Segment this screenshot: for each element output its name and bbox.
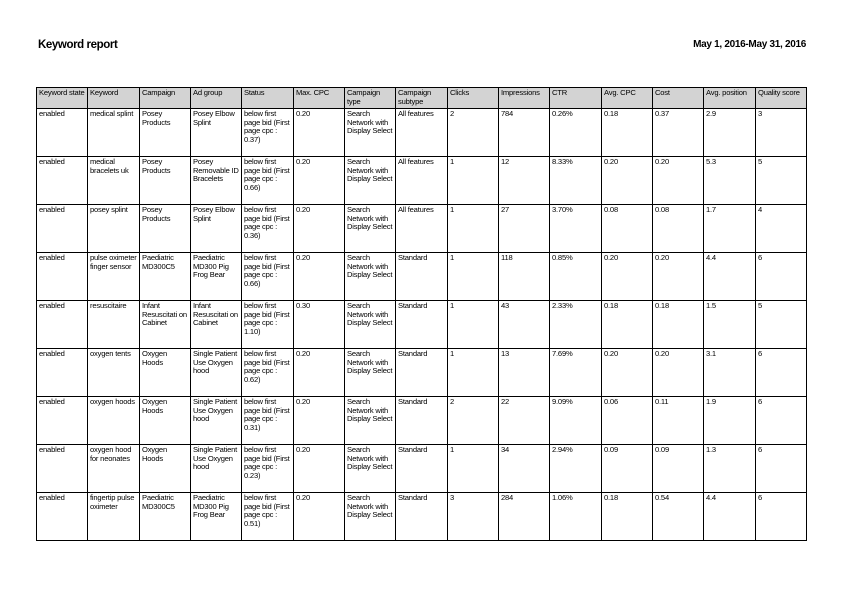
cell-status: below first page bid (First page cpc : 0.37) xyxy=(242,109,294,157)
cell-ad-group: Posey Elbow Splint xyxy=(191,109,242,157)
cell-keyword-state: enabled xyxy=(37,253,88,301)
cell-max-cpc: 0.20 xyxy=(294,109,345,157)
table-row xyxy=(37,109,807,157)
cell-avg-position: 2.9 xyxy=(704,109,756,157)
cell-campaign-type: Search Network with Display Select xyxy=(345,205,396,253)
cell-avg-position: 4.4 xyxy=(704,493,756,541)
cell-cost: 0.54 xyxy=(653,493,704,541)
cell-impressions: 12 xyxy=(499,157,550,205)
cell-clicks: 1 xyxy=(448,253,499,301)
table-header-row xyxy=(37,88,807,109)
cell-ctr: 2.33% xyxy=(550,301,602,349)
cell-keyword-state: enabled xyxy=(37,205,88,253)
cell-cost: 0.11 xyxy=(653,397,704,445)
cell-avg-cpc: 0.20 xyxy=(602,157,653,205)
cell-keyword: medical bracelets uk xyxy=(88,157,140,205)
cell-ad-group: Single Patient Use Oxygen hood xyxy=(191,445,242,493)
cell-status: below first page bid (First page cpc : 0.66) xyxy=(242,157,294,205)
cell-keyword-state: enabled xyxy=(37,109,88,157)
cell-max-cpc: 0.20 xyxy=(294,397,345,445)
cell-avg-cpc: 0.18 xyxy=(602,109,653,157)
cell-avg-cpc: 0.20 xyxy=(602,349,653,397)
table-row xyxy=(37,301,807,349)
cell-impressions: 284 xyxy=(499,493,550,541)
cell-keyword-state: enabled xyxy=(37,349,88,397)
column-header-quality-score: Quality score xyxy=(756,88,807,109)
cell-campaign-type: Search Network with Display Select xyxy=(345,253,396,301)
cell-quality-score: 4 xyxy=(756,205,807,253)
cell-status: below first page bid (First page cpc : 0.23) xyxy=(242,445,294,493)
cell-clicks: 1 xyxy=(448,301,499,349)
cell-campaign-subtype: Standard xyxy=(396,349,448,397)
cell-campaign-type: Search Network with Display Select xyxy=(345,397,396,445)
cell-campaign-type: Search Network with Display Select xyxy=(345,157,396,205)
table-body xyxy=(37,109,807,541)
cell-ctr: 1.06% xyxy=(550,493,602,541)
column-header-clicks: Clicks xyxy=(448,88,499,109)
table-row xyxy=(37,493,807,541)
cell-avg-position: 1.7 xyxy=(704,205,756,253)
cell-campaign: Paediatric MD300C5 xyxy=(140,493,191,541)
cell-ad-group: Infant Resuscitati on Cabinet xyxy=(191,301,242,349)
cell-max-cpc: 0.20 xyxy=(294,445,345,493)
column-header-keyword-state: Keyword state xyxy=(37,88,88,109)
column-header-campaign-subtype: Campaign subtype xyxy=(396,88,448,109)
table-row xyxy=(37,253,807,301)
cell-clicks: 1 xyxy=(448,205,499,253)
cell-ctr: 7.69% xyxy=(550,349,602,397)
cell-campaign-type: Search Network with Display Select xyxy=(345,493,396,541)
cell-keyword: oxygen tents xyxy=(88,349,140,397)
cell-status: below first page bid (First page cpc : 1.10) xyxy=(242,301,294,349)
cell-clicks: 1 xyxy=(448,349,499,397)
cell-max-cpc: 0.30 xyxy=(294,301,345,349)
cell-avg-cpc: 0.06 xyxy=(602,397,653,445)
cell-keyword-state: enabled xyxy=(37,397,88,445)
cell-ctr: 0.85% xyxy=(550,253,602,301)
cell-max-cpc: 0.20 xyxy=(294,493,345,541)
cell-avg-position: 1.9 xyxy=(704,397,756,445)
cell-campaign-subtype: Standard xyxy=(396,253,448,301)
cell-quality-score: 6 xyxy=(756,493,807,541)
cell-keyword: oxygen hood for neonates xyxy=(88,445,140,493)
cell-avg-cpc: 0.18 xyxy=(602,301,653,349)
cell-keyword: fingertip pulse oximeter xyxy=(88,493,140,541)
cell-cost: 0.08 xyxy=(653,205,704,253)
cell-campaign-type: Search Network with Display Select xyxy=(345,109,396,157)
cell-avg-cpc: 0.20 xyxy=(602,253,653,301)
cell-max-cpc: 0.20 xyxy=(294,205,345,253)
cell-clicks: 1 xyxy=(448,157,499,205)
cell-cost: 0.37 xyxy=(653,109,704,157)
cell-keyword-state: enabled xyxy=(37,157,88,205)
cell-avg-cpc: 0.18 xyxy=(602,493,653,541)
cell-avg-cpc: 0.09 xyxy=(602,445,653,493)
table-row xyxy=(37,205,807,253)
column-header-avg-position: Avg. position xyxy=(704,88,756,109)
cell-cost: 0.20 xyxy=(653,253,704,301)
column-header-cost: Cost xyxy=(653,88,704,109)
cell-impressions: 43 xyxy=(499,301,550,349)
cell-status: below first page bid (First page cpc : 0.31) xyxy=(242,397,294,445)
cell-ad-group: Single Patient Use Oxygen hood xyxy=(191,397,242,445)
cell-quality-score: 3 xyxy=(756,109,807,157)
cell-keyword: medical splint xyxy=(88,109,140,157)
cell-max-cpc: 0.20 xyxy=(294,349,345,397)
cell-impressions: 34 xyxy=(499,445,550,493)
column-header-ad-group: Ad group xyxy=(191,88,242,109)
cell-campaign: Oxygen Hoods xyxy=(140,445,191,493)
cell-campaign-subtype: All features xyxy=(396,109,448,157)
cell-ad-group: Single Patient Use Oxygen hood xyxy=(191,349,242,397)
cell-ctr: 3.70% xyxy=(550,205,602,253)
cell-ad-group: Paediatric MD300 Pig Frog Bear xyxy=(191,493,242,541)
column-header-impressions: Impressions xyxy=(499,88,550,109)
column-header-campaign: Campaign xyxy=(140,88,191,109)
table-row xyxy=(37,397,807,445)
column-header-status: Status xyxy=(242,88,294,109)
cell-impressions: 22 xyxy=(499,397,550,445)
table-header xyxy=(37,88,807,109)
cell-keyword: pulse oximeter finger sensor xyxy=(88,253,140,301)
cell-max-cpc: 0.20 xyxy=(294,253,345,301)
cell-campaign: Posey Products xyxy=(140,205,191,253)
cell-keyword: resuscitaire xyxy=(88,301,140,349)
cell-impressions: 13 xyxy=(499,349,550,397)
cell-campaign: Paediatric MD300C5 xyxy=(140,253,191,301)
cell-quality-score: 5 xyxy=(756,157,807,205)
cell-campaign: Posey Products xyxy=(140,109,191,157)
table-row xyxy=(37,157,807,205)
cell-max-cpc: 0.20 xyxy=(294,157,345,205)
report-date-range: May 1, 2016-May 31, 2016 xyxy=(693,39,806,50)
cell-ctr: 0.26% xyxy=(550,109,602,157)
cell-clicks: 2 xyxy=(448,109,499,157)
cell-campaign: Oxygen Hoods xyxy=(140,349,191,397)
cell-avg-position: 1.3 xyxy=(704,445,756,493)
cell-campaign-type: Search Network with Display Select xyxy=(345,349,396,397)
cell-campaign-subtype: Standard xyxy=(396,445,448,493)
cell-keyword: posey splint xyxy=(88,205,140,253)
cell-campaign-subtype: All features xyxy=(396,205,448,253)
cell-quality-score: 6 xyxy=(756,253,807,301)
table-row xyxy=(37,349,807,397)
column-header-campaign-type: Campaign type xyxy=(345,88,396,109)
cell-cost: 0.18 xyxy=(653,301,704,349)
cell-campaign: Oxygen Hoods xyxy=(140,397,191,445)
cell-campaign-type: Search Network with Display Select xyxy=(345,301,396,349)
cell-ctr: 8.33% xyxy=(550,157,602,205)
cell-cost: 0.20 xyxy=(653,349,704,397)
cell-keyword: oxygen hoods xyxy=(88,397,140,445)
cell-avg-position: 5.3 xyxy=(704,157,756,205)
cell-avg-position: 3.1 xyxy=(704,349,756,397)
column-header-avg-cpc: Avg. CPC xyxy=(602,88,653,109)
cell-campaign-subtype: Standard xyxy=(396,493,448,541)
cell-quality-score: 5 xyxy=(756,301,807,349)
cell-campaign-type: Search Network with Display Select xyxy=(345,445,396,493)
cell-campaign: Posey Products xyxy=(140,157,191,205)
cell-cost: 0.09 xyxy=(653,445,704,493)
cell-campaign-subtype: All features xyxy=(396,157,448,205)
cell-avg-position: 4.4 xyxy=(704,253,756,301)
keyword-report-table xyxy=(36,87,807,541)
cell-ctr: 9.09% xyxy=(550,397,602,445)
cell-status: below first page bid (First page cpc : 0.62) xyxy=(242,349,294,397)
cell-impressions: 784 xyxy=(499,109,550,157)
column-header-max-cpc: Max. CPC xyxy=(294,88,345,109)
cell-campaign-subtype: Standard xyxy=(396,301,448,349)
cell-quality-score: 6 xyxy=(756,349,807,397)
report-title: Keyword report xyxy=(38,39,118,51)
cell-ad-group: Paediatric MD300 Pig Frog Bear xyxy=(191,253,242,301)
cell-clicks: 3 xyxy=(448,493,499,541)
cell-clicks: 1 xyxy=(448,445,499,493)
cell-clicks: 2 xyxy=(448,397,499,445)
cell-keyword-state: enabled xyxy=(37,301,88,349)
cell-status: below first page bid (First page cpc : 0.66) xyxy=(242,253,294,301)
cell-impressions: 118 xyxy=(499,253,550,301)
cell-keyword-state: enabled xyxy=(37,445,88,493)
column-header-ctr: CTR xyxy=(550,88,602,109)
cell-ad-group: Posey Removable ID Bracelets xyxy=(191,157,242,205)
cell-avg-position: 1.5 xyxy=(704,301,756,349)
cell-campaign: Infant Resuscitati on Cabinet xyxy=(140,301,191,349)
column-header-keyword: Keyword xyxy=(88,88,140,109)
cell-avg-cpc: 0.08 xyxy=(602,205,653,253)
cell-campaign-subtype: Standard xyxy=(396,397,448,445)
cell-status: below first page bid (First page cpc : 0.51) xyxy=(242,493,294,541)
cell-status: below first page bid (First page cpc : 0.36) xyxy=(242,205,294,253)
cell-ctr: 2.94% xyxy=(550,445,602,493)
cell-cost: 0.20 xyxy=(653,157,704,205)
cell-quality-score: 6 xyxy=(756,397,807,445)
cell-impressions: 27 xyxy=(499,205,550,253)
cell-keyword-state: enabled xyxy=(37,493,88,541)
table-row xyxy=(37,445,807,493)
cell-ad-group: Posey Elbow Splint xyxy=(191,205,242,253)
cell-quality-score: 6 xyxy=(756,445,807,493)
